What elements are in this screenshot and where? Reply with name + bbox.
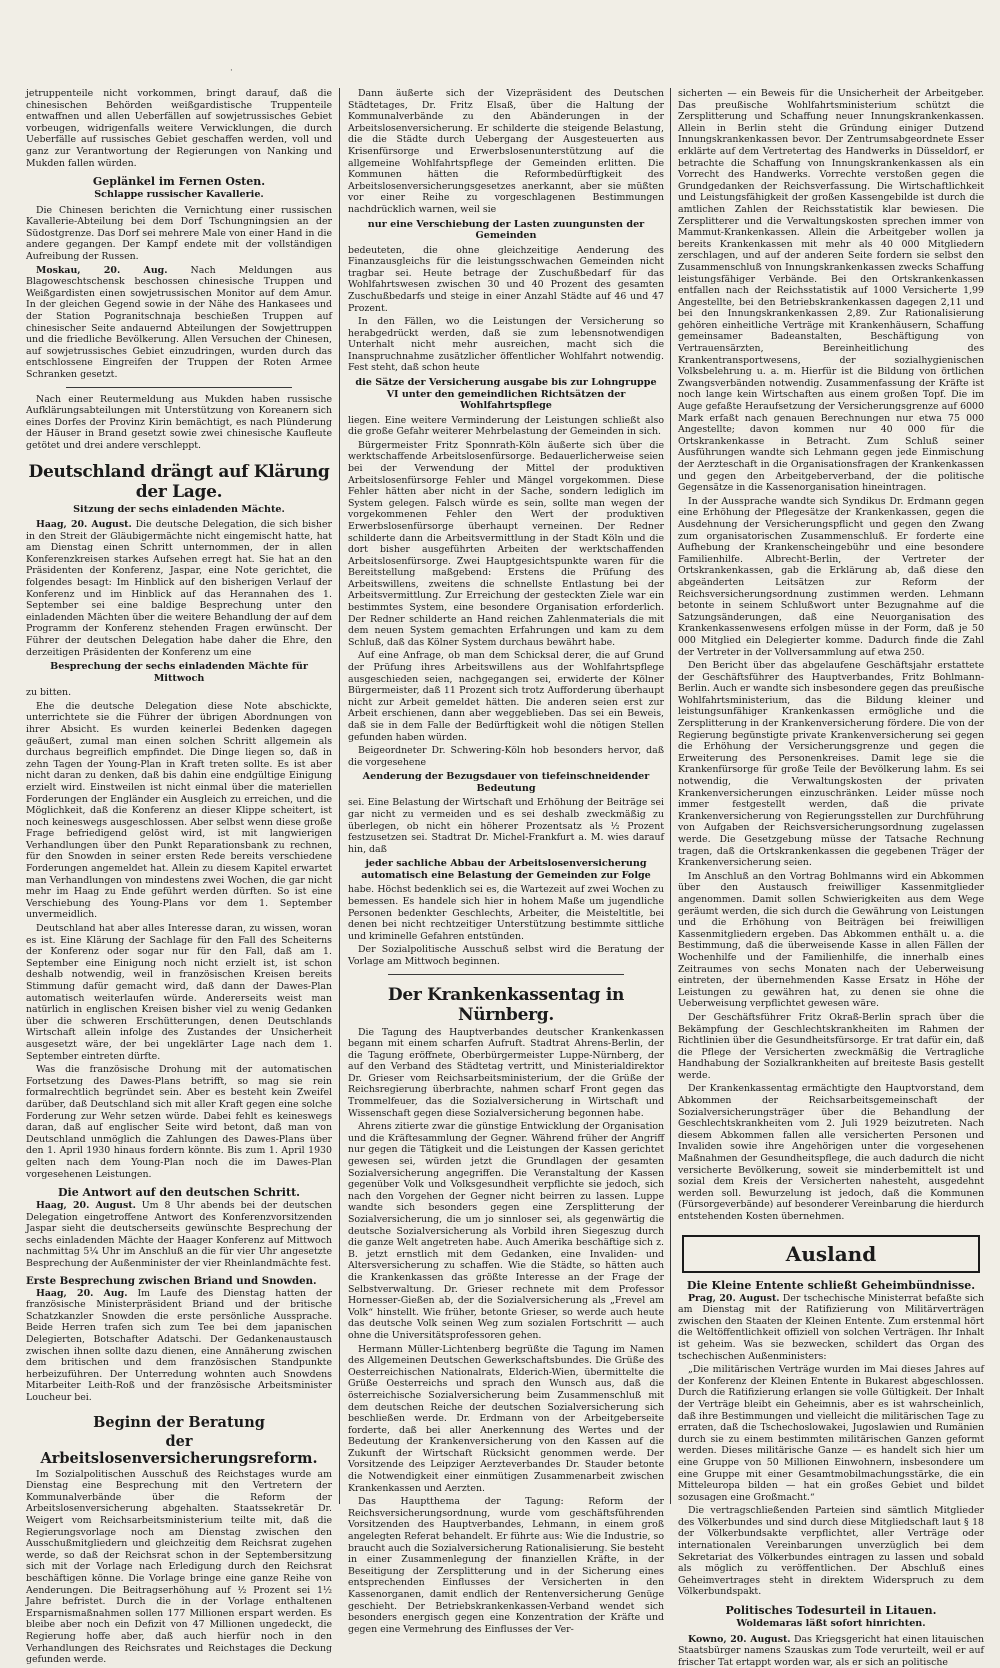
paragraph: Die vertragschließenden Parteien sind sämtlich Mitglieder des Völkerbundes und sind durch diese Mitgliedschaft laut § 18 der Völkerbundsakte verpflichtet, aller Verträge oder internationalen Vereinbarungen unverzüglich bei dem Sekretariat des Völkerbundes eintragen zu lassen und sobald als möglich zu veröffentlichen. Der Abschluß eines Geheimvertrages steht in direktem Widerspruch zu dem Völkerbundspakt. xyxy=(678,1505,984,1598)
paragraph: Das Hauptthema der Tagung: Reform der Reichsversicherungsordnung, wurde vom geschäftsführenden Vorsitzenden des Hauptverbandes, Lehmann, in einem groß angelegten Referat behandelt. Er führte aus: Wie die Industrie, so braucht auch die Sozialversicherung Rationalisierung. Sie besteht in einer Zusammenlegung der finanziellen Kräfte, in der Beseitigung der Zersplitterung und in der Sicherung eines entsprechenden Einflusses der Versicherten in den Kassenorganen, damit endlich der Rentenversicherung Genüge geschieht. Der Betriebskrankenkassen-Verband wendet sich besonders energisch gegen eine Konzentration der Kräfte und gegen eine Vermehrung des Einflusses der Ver- xyxy=(348,1496,664,1635)
paragraph: Das Kriegsgericht hat einen litauischen Staatsbürger namens Szauskas zum Tode verurteilt, weil er auf frischer Tat ertappt worden war, als er sich an politische xyxy=(678,1633,984,1668)
column-1 xyxy=(26,88,333,1666)
column-rule-right xyxy=(670,88,671,1504)
article-continuation: jetruppenteile nicht vorkommen, bringt darauf, daß die chinesischen Behörden weißgardistische Truppenteile entwaffnen und allen Ueberfällen auf sowjetrussisches Gebiet vorbeugen, widrigenfalls weitere Verwicklungen, die durch Ueberfälle auf russisches Gebiet geschaffen werden, voll und ganz zur Verantwortung der Regierungen von Nanking und Mukden fallen würden. xyxy=(26,88,332,169)
page-marker: · xyxy=(230,66,233,76)
paragraph: „Die militärischen Verträge wurden im Mai dieses Jahres auf der Konferenz der Kleinen Entente in Bukarest abgeschlossen. Durch die Ratifizierung erlangen sie volle Gültigkeit. Der Inhalt der Verträge bleibt ein Geheimnis, aber es ist wahrscheinlich, daß ihre Bestimmungen und vielleicht die militärischen Tage zu erraten, daß die Tschechoslowakei, Jugoslawien und Rumänien durch sie zu einem bestimmten militärischen Ganzen geformt werden. Dieses militärische Ganze — es handelt sich hier um eine Gruppe von 50 Millionen Einwohnern, insbesondere um eine Gruppe mit einer Gesamtmobilmachungsstärke, die ein Mitteleuropa bilden — hat ein großes Gebiet und bildet sozusagen eine Großmacht.“ xyxy=(678,1364,984,1503)
paragraph: Dann äußerte sich der Vizepräsident des Deutschen Städtetages, Dr. Fritz Elsaß, über die Haltung der Kommunalverbände zu den Abänderungen in der Arbeitslosenversicherung. Er schilderte die steigende Belastung, die die Städte durch Uebergang der Ausgesteuerten aus Krisenfürsorge und Erwerbslosenunterstützung auf die allgemeine Wohlfahrtspflege der Gemeinden erlitten. Die Kommunen hätten die Reformbedürftigkeit des Arbeitslosenversicherungsgesetzes anerkannt, aber sie müßten vor einer Reihe zu vorgeschlagenen Bestimmungen nachdrücklich warnen, weil sie xyxy=(348,88,664,215)
headline-answer: Die Antwort auf den deutschen Schritt. xyxy=(58,1186,300,1200)
separator-rule xyxy=(66,387,292,388)
inline-heading: Aenderung der Bezugsdauer von tiefeinschneidender Bedeutung xyxy=(362,771,650,794)
headline-litauen: Politisches Todesurteil in Litauen. xyxy=(725,1604,937,1618)
paragraph: liegen. Eine weitere Verminderung der Leistungen schließt also die große Gefahr weiterer Mehrbelastung der Gemeinden in sich. xyxy=(348,414,664,438)
inline-heading: jeder sachliche Abbau der Arbeitslosenversicherung automatisch eine Belastung der Gemeinden zur Folge xyxy=(361,858,651,881)
paragraph: Ehe die deutsche Delegation diese Note abschickte, unterrichtete sie die Führer der übrigen Abordnungen von ihrer Absicht. Es wurden keinerlei Bedenken dagegen geäußert, zumal man einen solchen Schritt allgemein als durchaus begreiflich empfindet. Die Dinge liegen so, daß in zehn Tagen der Young-Plan in Kraft treten sollte. Es ist aber nicht daran zu denken, daß bis dahin eine endgültige Einigung erzielt wird. Einstweilen ist nicht einmal über die materiellen Forderungen der Engländer ein Ausgleich zu erreichen, und die Möglichkeit, daß die Konferenz an dieser Klippe scheitert, ist noch keineswegs ausgeschlossen. Aber selbst wenn diese große Frage befriedigend gelöst wird, ist mit langwierigen Verhandlungen über den Punkt Reparationsbank zu rechnen, für den Snowden in seiner ersten Rede bereits verschiedene Forderungen angemeldet hat. Allein zu diesem Kapitel erwartet man Verhandlungen von mindestens zwei Wochen, die gar nicht mehr im Haag zu Ende geführt werden dürften. So ist eine Verschiebung des Young-Plans vor dem 1. September unvermeidlich. xyxy=(26,700,332,921)
subheadline-far-east: Schlappe russischer Kavallerie. xyxy=(94,189,264,201)
dateline: Prag, 20. August. xyxy=(688,1292,780,1304)
inline-heading: die Sätze der Versicherung ausgabe bis zur Lohngruppe VI unter den gemeindlichen Richtsätzen der Wohlfahrtspflege xyxy=(355,377,657,412)
dateline: Moskau, 20. Aug. xyxy=(36,264,168,276)
paragraph: Um 8 Uhr abends bei der deutschen Delegation eingetroffene Antwort des Konferenzvorsitzenden Jaspar sieht die deutscherseits gewünschte Besprechung der sechs einladenden Mächte der Haager Konferenz auf Mittwoch nachmittag 5¼ Uhr im Anschluß an die für vier Uhr angesetzte Besprechung der Außenminister der vier Rheinlandmächte fest. xyxy=(26,1200,333,1270)
paragraph: Nach Meldungen aus Blagoweschtschensk beschossen chinesische Truppen und Weißgardisten einen sowjetrussischen Monitor auf dem Amur. In der gleichen Gegend sowie in der Nähe des Hankasees und der Station Pogranitschnaja beschießen Truppen auf chinesischer Seite andauernd Abteilungen der Sowjettruppen und die friedliche Bevölkerung. Allen Versuchen der Chinesen, auf sowjetrussisches Gebiet einzudringen, wurden durch das entschlossene Eingreifen der Truppen der Roten Armee Schranken gesetzt. xyxy=(26,264,332,380)
column-rule-left xyxy=(339,88,340,1504)
paragraph: Den Bericht über das abgelaufene Geschäftsjahr erstattete der Geschäftsführer des Hauptverbandes, Fritz Bohlmann-Berlin. Auch er wandte sich insbesondere gegen das preußische Wohlfahrtsministerium, das die Bildung kleiner und leistungsunfähiger Krankenkassen ermögliche und die Zersplitterung in der Krankenversicherung fördere. Die von der Regierung begünstigte private Krankenversicherung sei gegen die Erhöhung der Versicherungsgrenze und gegen die Erweiterung des Personenkreises. Damit lege sie die Krankenfürsorge für große Teile der Bevölkerung lahm. Es sei notwendig, die Verwaltungskosten der privaten Krankenversicherungen einzuschränken. Leider müsse noch immer festgestellt werden, daß die private Krankenversicherung von Regierungsstellen zur Durchführung von Aufgaben der Reichsversicherungsordnung zugelassen werde. Die Gesetzgebung müsse der Tatsache Rechnung tragen, daß die Ortskrankenkassen die gegebenen Träger der Krankenversicherung seien. xyxy=(678,660,984,869)
paragraph: habe. Höchst bedenklich sei es, die Wartezeit auf zwei Wochen zu bemessen. Es handele sich hier in hohem Maße um jugendliche Personen bedenkter Geschlechts, Arbeiter, die Meisteltitle, bei denen bei nicht rechtzeitiger Unterstützung bestimmte sittliche und kriminelle Gefahren entstünden. xyxy=(348,884,664,942)
paragraph: Der Sozialpolitische Ausschuß selbst wird die Beratung der Vorlage am Mittwoch beginnen. xyxy=(348,944,664,967)
headline-reform-line2: der Arbeitslosenversicherungsreform. xyxy=(40,1432,318,1467)
column-3 xyxy=(678,88,984,1668)
paragraph: Deutschland hat aber alles Interesse daran, zu wissen, woran es ist. Eine Klärung der Sachlage für den Fall des Scheiterns der Konferenz oder sogar nur für den Fall, daß am 1. September eine Einigung noch nicht erzielt ist, ist schon deshalb notwendig, weil in französischen Kreisen bereits Stimmung dafür gemacht wird, daß dann der Dawes-Plan automatisch weiterlaufen würde. Andererseits weist man natürlich in englischen Kreisen bisher viel zu wenig Gedanken über die schweren Erschütterungen, denen Deutschlands Wirtschaft allein infolge des Zustandes der Unsicherheit ausgesetzt wäre, der bei ungeklärter Lage nach dem 1. September eintreten dürfte. xyxy=(26,923,332,1062)
dateline: Haag, 20. August. xyxy=(36,519,132,531)
paragraph: In den Fällen, wo die Leistungen der Versicherung so herabgedrückt werden, daß sie zum lebensnotwendigen Unterhalt nicht mehr ausreichen, macht sich die Inanspruchnahme zusätzlicher öffentlicher Wohlfahrt notwendig. Fest steht, daß schon heute xyxy=(348,316,664,374)
subheadline-litauen: Woldemaras läßt sofort hinrichten. xyxy=(736,1618,926,1630)
paragraph: Der Geschäftsführer Fritz Okraß-Berlin sprach über die Bekämpfung der Geschlechtskrankheiten im Rahmen der Richtlinien über die Gesundheitsfürsorge. Er trat dafür ein, daß die Pflege der Versicherten zweckmäßig die Vertragliche Handhabung der Sozialkrankheiten auf breiteste Basis gestellt werde. xyxy=(678,1011,984,1081)
paragraph: sei. Eine Belastung der Wirtschaft und Erhöhung der Beiträge sei gar nicht zu vermeiden und es sei deshalb zweckmäßig zu überlegen, ob nicht ein höherer Prozentsatz als ½ Prozent festzusetzen sei. Stadtrat Dr. Michel-Frankfurt a. M. wies darauf hin, daß xyxy=(348,797,664,855)
article-continuation: sicherten — ein Beweis für die Unsicherheit der Arbeitgeber. Das preußische Wohlfahrtsministerium schützt die Zersplitterung und Schaffung neuer Innungskrankenkassen. Allein in Berlin steht die Gründung einiger Dutzend Innungskrankenkassen bevor. Der Zentrumsabgeordnete Esser erklärte auf dem Vertretertag des Handwerks in Düsseldorf, er betrachte die Schaffung von Innungskrankenkassen als ein Vorrecht des Handwerks. Vorrechte verstoßen gegen die Grundgedanken der Reichsverfassung. Die Wirtschaftlichkeit und Leistungsfähigkeit der großen Kassengebilde ist durch die amtlichen Zahlen der Reichsstatistik klar bewiesen. Die Zersplitterer und die Verwaltungskosten sprechen immer von Mammut-Krankenkassen. Allein die Arbeitgeber wollen ja bereits Krankenkassen mit mehr als 40 000 Mitgliedern zerschlagen, und auf der anderen Seite fordern sie selbst den Zusammenschluß von Innungskrankenkassen zwecks Schaffung leistungsfähiger Verbände. Bei den Ortskrankenkassen entfallen nach der Reichsstatistik auf 1000 Versicherte 1,99 Angestellte, bei den Betriebskrankenkassen dagegen 2,11 und bei den Innungskrankenkassen 2,89. Zur Rationalisierung gehören einheitliche Verträge mit Krankenhäusern, Schaffung gemeinsamer Badeanstalten, Beschäftigung von Vertrauensärzten, Bereinheitlichung des Krankentransportwesens, der sozialhygienischen Volksbelehrung u. a. m. Hierfür ist die Bildung von örtlichen Zwangsverbänden notwendig. Zusammenfassung der Kräfte ist noch lange kein Wirtschaften aus einem großen Topf. Die im Auge gefaßte Heraufsetzung der Versicherungsgrenze auf 6000 Mark erfaßt nach genauen Berechnungen nur etwa 75 000 Angestellte; davon kommen nur 40 000 für die Ortskrankenkasse in Betracht. Zum Schluß seiner Ausführungen wandte sich Lehmann gegen jede Einmischung der Aerzteschaft in die Organisationsfragen der Krankenkassen und gegen den Arbeitgeberverband, der die politische Gegensätze in die Kassenorganisation hineintragen. xyxy=(678,88,984,494)
paragraph: Auf eine Anfrage, ob man dem Schicksal derer, die auf Grund der Prüfung ihres Arbeitswillens aus der Wohlfahrtspflege ausgeschieden seien, nachgegangen sei, erwiderte der Kölner Bürgermeister, daß 11 Prozent sich trotz Aufforderung überhaupt nicht zur Arbeit gemeldet hätten. Die anderen seien erst zur Arbeit erschienen, dann aber weggeblieben. Das sei ein Beweis, daß sie in dem Falle der Bedürftigkeit wohl die nötigen Stellen gefunden haben würden. xyxy=(348,650,664,743)
inline-heading: Besprechung der sechs einladenden Mächte für Mittwoch xyxy=(50,661,308,684)
paragraph: Ahrens zitierte zwar die günstige Entwicklung der Organisation und die Kräftesammlung der Gegner. Während früher der Angriff nur gegen die Tätigkeit und die Leistungen der Kassen gerichtet gewesen sei, würden jetzt die Grundlagen der gesamten Sozialversicherung angegriffen. Die Veranstaltung der Kassen gegenüber Volk und Volksgesundheit verpflichte sie jedoch, sich nach den Vorgehen der Gegner nicht beirren zu lassen. Luppe wandte sich besonders gegen eine Zersplitterung der Sozialversicherung, die um jo sinnloser sei, als gegenwärtig die deutsche Sozialversicherung als Vorbild ihren Siegeszug durch die ganze Welt angetreten habe. Auch Amerika beschäftige sich z. B. jetzt ernstlich mit dem Gedanken, eine Invaliden- und Altersversicherung zu schaffen. Wie die Städte, so hätten auch die Krankenkassen das größte Interesse an der Frage der Selbstverwaltung. Dr. Grieser rechnete mit dem Professor Hornesser-Gießen ab, der die Sozialversicherung als „Frevel am Volk“ hinstellt. Wie früher, betonte Grieser, so werde auch heute das deutsche Volk seinen Weg zum sozialen Fortschritt — auch ohne die Universitätsprofessoren gehen. xyxy=(348,1121,664,1341)
headline-briand-snowden: Erste Besprechung zwischen Briand und Snowden. xyxy=(26,1274,317,1287)
section-header-ausland: Ausland xyxy=(682,1235,980,1273)
paragraph: Die Tagung des Hauptverbandes deutscher Krankenkassen begann mit einem scharfen Aufruft. Stadtrat Ahrens-Berlin, der die Tagung eröffnete, Oberbürgermeister Luppe-Nürnberg, der auf den Verband des Städtetag vertritt, und Ministerialdirektor Dr. Grieser vom Reichsarbeitsministerium, der die Grüße der Reichsregierung überbrachte, nahmen scharf Front gegen das Trommelfeuer, das die Sozialversicherung in Wirtschaft und Wissenschaft gegen diese Sozialversicherung begonnen habe. xyxy=(348,1026,664,1119)
dateline: Haag, 20. August. xyxy=(36,1200,136,1212)
column-2 xyxy=(348,88,664,1635)
paragraph: Nach einer Reutermeldung aus Mukden haben russische Aufklärungsabteilungen mit Unterstützung von Koreanern sich eines Dorfes der Provinz Kirin bemächtigt, es nach Plünderung der Häuser in Brand gesetzt sowie zwei chinesische Kaufleute getötet und drei andere verschleppt. xyxy=(26,393,332,451)
paragraph: In der Aussprache wandte sich Syndikus Dr. Erdmann gegen eine Erhöhung der Pflegesätze der Krankenkassen, gegen die Ausdehnung der Versicherungspflicht und gegen den Zwang zum organisatorischen Zusammenschluß. Er forderte eine Aufhebung der Krankenscheingebühr und eine besondere Familienhilfe. Albrecht-Berlin, der Vertreter der Ortskrankenkassen, gab die Erklärung ab, daß diese den abgeänderten Leitsätzen zur Reform der Reichsversicherungsordnung zustimmen werden. Lehmann betonte in seinem Schlußwort unter Bezugnahme auf die Satzungsänderungen, daß eine Neuorganisation des Krankenkassenwesens erfolgen müsse in der Form, daß je 50 000 Mitglied ein Delegierter komme. Dadurch finde die Zahl der Vertreter in der Vollversammlung auf etwa 250. xyxy=(678,495,984,658)
headline-germany: Deutschland drängt auf Klärung der Lage. xyxy=(28,461,330,502)
headline-reform-line1: Beginn der Beratung xyxy=(93,1413,265,1431)
paragraph: zu bitten. xyxy=(26,687,72,699)
paragraph: Beigeordneter Dr. Schwering-Köln hob besonders hervor, daß die vorgesehene xyxy=(348,745,664,768)
paragraph: Der Krankenkassentag ermächtigte den Hauptvorstand, dem Abkommen der Reichsarbeitsgemeinschaft der Sozialversicherungsträger über die Behandlung der Geschlechtskrankheiten vom 2. Juli 1929 beizutreten. Nach diesem Abkommen fallen alle versicherten Personen und Invaliden sowie ihre Angehörigen unter die vorgesehenen Maßnahmen der Gesundheitspflege, die auch dadurch die nicht versicherte Bevölkerung, soweit sie minderbemittelt ist und sozial dem Kreis der Versicherten nahesteht, ausgedehnt werden soll. Bewurzelung ist jedoch, daß die Kommunen (Fürsorgeverbände) auf besonderer Vereinbarung die hierdurch entstehenden Kosten übernehmen. xyxy=(678,1083,984,1222)
paragraph: Bürgermeister Fritz Sponnrath-Köln äußerte sich über die werktschaffende Arbeitslosenfürsorge. Bedauerlicherweise seien bei der Verwendung der Mittel der produktiven Arbeitslosenfürsorge Fehler und Mängel vorgekommen. Diese Fehler hätten aber nicht in der Sache, sondern lediglich im System gelegen. Falsch würde es sein, sollte man wegen der vorgekommenen Fehler den Wert der produktiven Erwerbslosenfürsorge überhaupt verneinen. Der Redner schilderte dann die Arbeitsvermittlung in der Stadt Köln und die dort bisher ausgeführten Arbeiten der werktschaffenden Arbeitslosenfürsorge. Zwei Hauptgesichtspunkte waren für die Bereitstellung maßgebend: Erstens die Prüfung des Arbeitswillens, zweitens die schnellste Entlastung bei der Arbeitsvermittlung. Zur Erreichung der gesteckten Ziele war ein bestimmtes System, eine besondere Organisation erforderlich. Der Redner schilderte an Hand reichen Zahlenmaterials die mit dem neuen System gemachten Erfahrungen und kam zu dem Schluß, daß das Kölner System durchaus bewährt habe. xyxy=(348,439,664,648)
paragraph: Der tschechische Ministerrat befaßte sich am Dienstag mit der Ratifizierung von Militärverträgen zwischen den Staaten der Kleinen Entente. Zum erstenmal hört die Weltöffentlichkeit offiziell von solchen Verträgen. Ihr Inhalt ist geheim. Was sie bezwecken, schildert das Organ des tschechischen Außenministers: xyxy=(678,1292,984,1362)
dateline: Kowno, 20. August. xyxy=(688,1633,791,1645)
paragraph: Hermann Müller-Lichtenberg begrüßte die Tagung im Namen des Allgemeinen Deutschen Gewerkschaftsbundes. Die Grüße des Oesterreichischen Nationalrats, Elderich-Wien, übermittelte die Grüße Oesterreichs und sprach den Wunsch aus, daß die österreichische Sozialversicherung beim Zusammenschluß mit dem deutschen Reiche der deutschen Sozialversicherung sich beschließen werde. Dr. Erdmann von der Arbeitgeberseite forderte, daß bei aller Anerkennung des Wertes und der Bedeutung der Krankenversicherung von den Kassen auf die Zukunft der Wirtschaft Rücksicht genommen werde. Der Vorsitzende des Leipziger Aerzteverbandes Dr. Stauder betonte die Notwendigkeit einer einmütigen Zusammenarbeit zwischen Krankenkassen und Aerzten. xyxy=(348,1343,664,1494)
paragraph: Im Anschluß an den Vortrag Bohlmanns wird ein Abkommen über den Austausch freiwilliger Kassenmitglieder angenommen. Damit sollen Schwierigkeiten aus dem Wege geräumt werden, die sich durch die Gewährung von Leistungen und die Erhöhung von Beiträgen bei freiwilligen Kassenmitgliedern ergeben. Das Abkommen enthält u. a. die Bestimmung, daß die überweisende Kasse in allen Fällen der Wochenhilfe und der Familienhilfe, die innerhalb eines Zeitraumes von sechs Monaten nach der Ueberweisung eintreten, der übernehmenden Kasse Ersatz in Höhe der Leistungen zu gewähren hat, zu denen sie ohne die Ueberweisung verpflichtet gewesen wäre. xyxy=(678,870,984,1010)
headline-far-east: Geplänkel im Fernen Osten. xyxy=(92,175,266,189)
subheadline-germany: Sitzung der sechs einladenden Mächte. xyxy=(73,503,285,515)
headline-krankenkassentag: Der Krankenkassentag in Nürnberg. xyxy=(387,984,625,1025)
paragraph: Die deutsche Delegation, die sich bisher in den Streit der Gläubigermächte nicht eingemischt hatte, hat am Dienstag einen Schritt unternommen, der in allen Konferenzkreisen starkes Aufsehen erregt hat. Sie hat an den Präsidenten der Konferenz, Jaspar, eine Note gerichtet, die folgendes besagt: Im Hinblick auf den bisherigen Verlauf der Konferenz und im Hinblick auf das Herannahen des 1. September sei eine baldige Besprechung unter den einladenden Mächten über die weitere Behandlung der auf dem Programm der Konferenz stehenden Fragen erwünscht. Der Führer der deutschen Delegation habe daher die Ehre, den derzeitigen Präsidenten der Konferenz um eine xyxy=(26,519,333,658)
paragraph: Die Chinesen berichten die Vernichtung einer russischen Kavallerie-Abteilung bei dem Dorf Tschungningsien an der Südostgrenze. Das Dorf sei mehrere Male von einer Hand in die andere gegangen. Der Kampf endete mit der vollständigen Aufreibung der Russen. xyxy=(26,204,332,263)
dateline: Haag, 20. Aug. xyxy=(36,1287,128,1299)
inline-heading: nur eine Verschiebung der Lasten zuungunsten der Gemeinden xyxy=(367,218,645,242)
paragraph: Im Sozialpolitischen Ausschuß des Reichstages wurde am Dienstag eine Besprechung mit den Vertretern der Kommunalverbände über die Reform der Arbeitslosenversicherung abgehalten. Staatssekretär Dr. Weigert vom Reichsarbeitsministerium teilte mit, daß die Regierungsvorlage noch am Dienstag zwischen den Ausschußmitgliedern und gleichzeitig dem Reichsrat zugehen werde, so daß der Reichsrat schon in der Septembersitzung sich mit der Vorlage nach Erledigung durch den Reichsrat beschäftigen könne. Die Vorlage bringe eine ganze Reihe von Aenderungen. Die Beitragserhöhung auf ½ Prozent sei 1½ Jahre befristet. Durch die in der Vorlage enthaltenen Ersparnismaßnahmen sollen 177 Millionen erspart werden. Es bleibe aber noch ein Defizit von 47 Millionen ungedeckt, die Regierung hoffe aber, daß auch hierfür noch in den Verhandlungen des Reichsrates und Reichstages die Deckung gefunden werde. xyxy=(26,1468,332,1666)
paragraph: Was die französische Drohung mit der automatischen Fortsetzung des Dawes-Plans betrifft, so mag sie rein formalrechtlich begründet sein. Aber es besteht kein Zweifel darüber, daß Deutschland sich mit aller Kraft gegen eine solche Forderung zur Wehr setzen würde. Dabei fehlt es keineswegs daran, daß auf englischer Seite wird betont, daß man von Deutschland unmöglich die Zahlungen des Dawes-Plans über den 1. April 1930 hinaus fordern könnte. Bis zum 1. April 1930 gelten nach dem Young-Plan noch die im Dawes-Plan vorgesehenen Leistungen. xyxy=(26,1064,332,1180)
headline-kleine-entente: Die Kleine Entente schließt Geheimbündnisse. xyxy=(686,1278,976,1292)
separator-rule xyxy=(388,974,624,975)
paragraph: Im Laufe des Dienstag hatten der französische Ministerpräsident Briand und der britische Schatzkanzler Snowden die erste persönliche Aussprache. Beide Herren trafen sich zum Tee bei dem japanischen Delegierten, Botschafter Adatschi. Der Gedankenaustausch zwischen ihnen sollte dazu dienen, eine Annäherung zwischen dem britischen und dem französischen Standpunkte herbeizuführen. Der Unterredung wohnten auch Snowdens Mitarbeiter Leith-Roß und der französische Arbeitsminister Loucheur bei. xyxy=(26,1287,332,1403)
paragraph: bedeuteten, die ohne gleichzeitige Aenderung des Finanzausgleichs für die leistungsschwachen Gemeinden nicht tragbar sei. Heute betrage der Zuschußbedarf für das Wohlfahrtswesen zwischen 30 und 40 Prozent des gesamten Zuschußbedarfs und steige in einer Anzahl Städte auf 46 und 47 Prozent. xyxy=(348,244,664,314)
